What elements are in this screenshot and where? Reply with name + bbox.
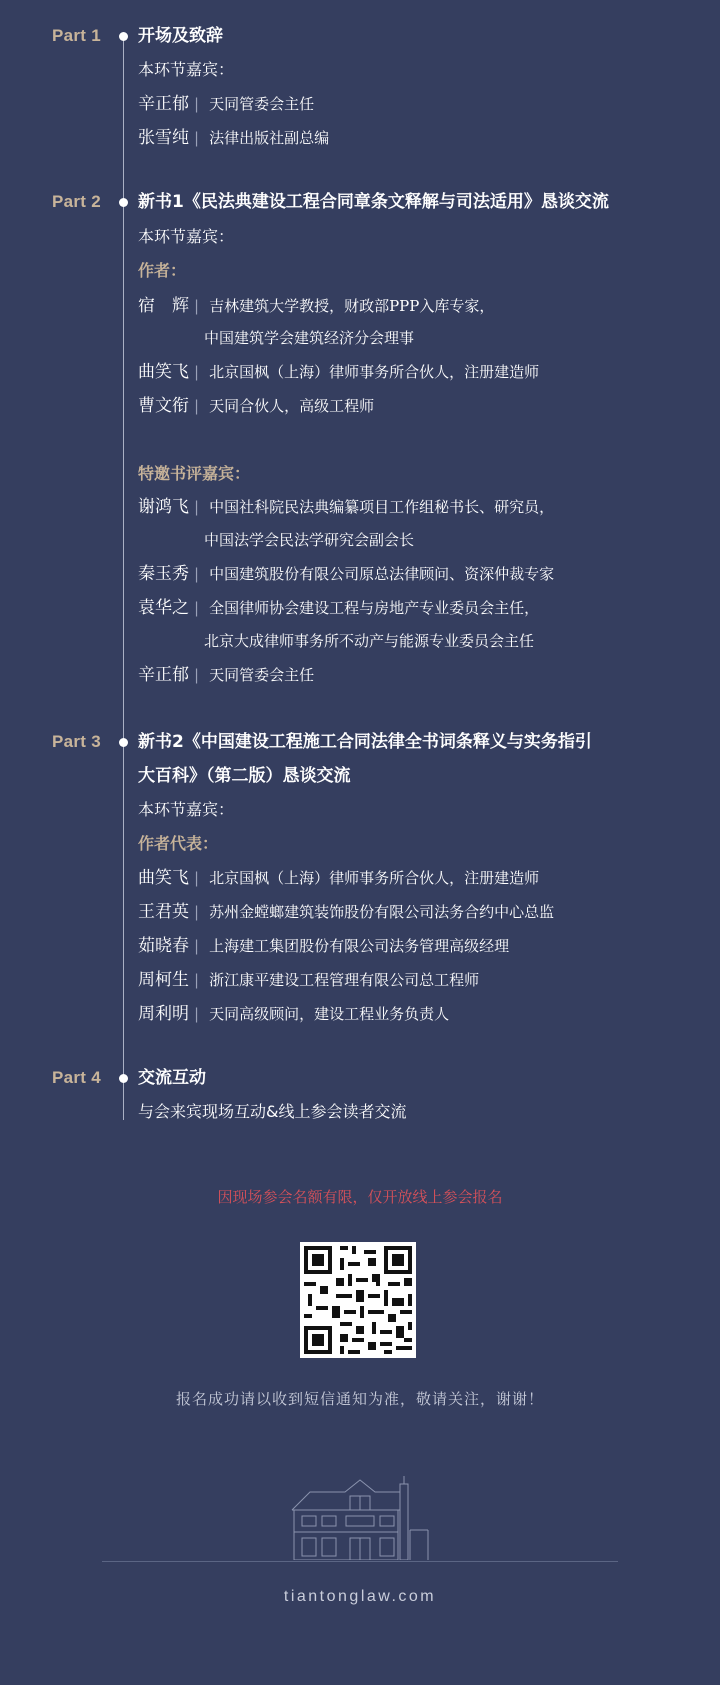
part-label: Part 1 [52,26,102,45]
separator: | [194,95,200,113]
separator: | [194,903,200,921]
qr-code[interactable] [300,1242,416,1358]
timeline-dot [119,1074,128,1083]
author-desc: | 苏州金螳螂建筑装饰股份有限公司法务合约中心总监 [194,903,555,921]
reviewer-desc: | 天同管委会主任 [194,666,315,684]
guest-name: 辛正郁 [138,94,189,114]
author-desc: | 天同合伙人，高级工程师 [194,397,375,415]
author-desc: | 上海建工集团股份有限公司法务管理高级经理 [194,937,510,955]
part-title: 交流互动 [138,1068,206,1088]
separator: | [194,971,200,989]
authors-label: 作者代表： [138,834,219,853]
separator: | [194,666,200,684]
author-name: 宿 辉 [138,296,189,316]
reviewer-name: 秦玉秀 [138,564,189,584]
reviewer-name: 谢鸿飞 [138,497,189,517]
author-name: 曹文衔 [138,396,189,416]
separator: | [194,297,200,315]
reviewer-name: 袁华之 [138,598,189,618]
guest-desc: | 天同管委会主任 [194,95,315,113]
qr-code-icon [300,1242,416,1358]
separator: | [194,869,200,887]
part-title: 新书1《民法典建设工程合同章条文释解与司法适用》恳谈交流 [138,192,609,212]
footer-url[interactable]: tiantonglaw.com [283,1588,437,1605]
reviewer-name: 辛正郁 [138,665,189,685]
author-desc-line2: 中国建筑学会建筑经济分会理事 [204,329,415,347]
author-name: 曲笑飞 [138,868,189,888]
timeline-dot [119,198,128,207]
part-label: Part 2 [52,192,102,211]
author-desc: | 北京国枫（上海）律师事务所合伙人，注册建造师 [194,363,540,381]
timeline-dot [119,32,128,41]
part-subtitle: 与会来宾现场互动&线上参会读者交流 [138,1102,407,1121]
reviewers-label: 特邀书评嘉宾： [138,464,251,483]
registration-note: 报名成功请以收到短信通知为准，敬请关注，谢谢！ [175,1390,544,1408]
reviewer-desc-line2: 北京大成律师事务所不动产与能源专业委员会主任 [204,632,535,650]
guests-label: 本环节嘉宾： [138,800,235,819]
author-desc: | 吉林建筑大学教授，财政部PPP入库专家， [194,297,495,315]
ground-line [102,1561,618,1562]
part-title-line2: 大百科》（第二版）恳谈交流 [138,766,351,786]
guests-label: 本环节嘉宾： [138,60,235,79]
separator: | [194,937,200,955]
part-title-line1: 新书2《中国建设工程施工合同法律全书词条释义与实务指引 [138,732,592,752]
author-name: 茹晓春 [138,936,189,956]
reviewer-desc-line2: 中国法学会民法学研究会副会长 [204,531,415,549]
part-label: Part 4 [52,1068,102,1087]
building-icon [290,1470,430,1560]
guest-desc: | 法律出版社副总编 [194,129,330,147]
guest-name: 张雪纯 [138,128,189,148]
author-desc: | 北京国枫（上海）律师事务所合伙人，注册建造师 [194,869,540,887]
separator: | [194,363,200,381]
part-title: 开场及致辞 [138,26,223,46]
author-name: 周柯生 [138,970,189,990]
separator: | [194,397,200,415]
separator: | [194,129,200,147]
author-name: 周利明 [138,1004,189,1024]
separator: | [194,565,200,583]
separator: | [194,498,200,516]
registration-notice: 因现场参会名额有限，仅开放线上参会报名 [217,1188,503,1206]
author-desc: | 浙江康平建设工程管理有限公司总工程师 [194,971,480,989]
authors-label: 作者： [138,261,187,280]
separator: | [194,599,200,617]
author-desc: | 天同高级顾问，建设工程业务负责人 [194,1005,450,1023]
author-name: 王君英 [138,902,189,922]
reviewer-desc: | 中国建筑股份有限公司原总法律顾问、资深仲裁专家 [194,565,555,583]
part-label: Part 3 [52,732,102,751]
author-name: 曲笑飞 [138,362,189,382]
reviewer-desc: | 全国律师协会建设工程与房地产专业委员会主任， [194,599,540,617]
guests-label: 本环节嘉宾： [138,227,235,246]
reviewer-desc: | 中国社科院民法典编纂项目工作组秘书长、研究员， [194,498,555,516]
timeline-dot [119,738,128,747]
separator: | [194,1005,200,1023]
